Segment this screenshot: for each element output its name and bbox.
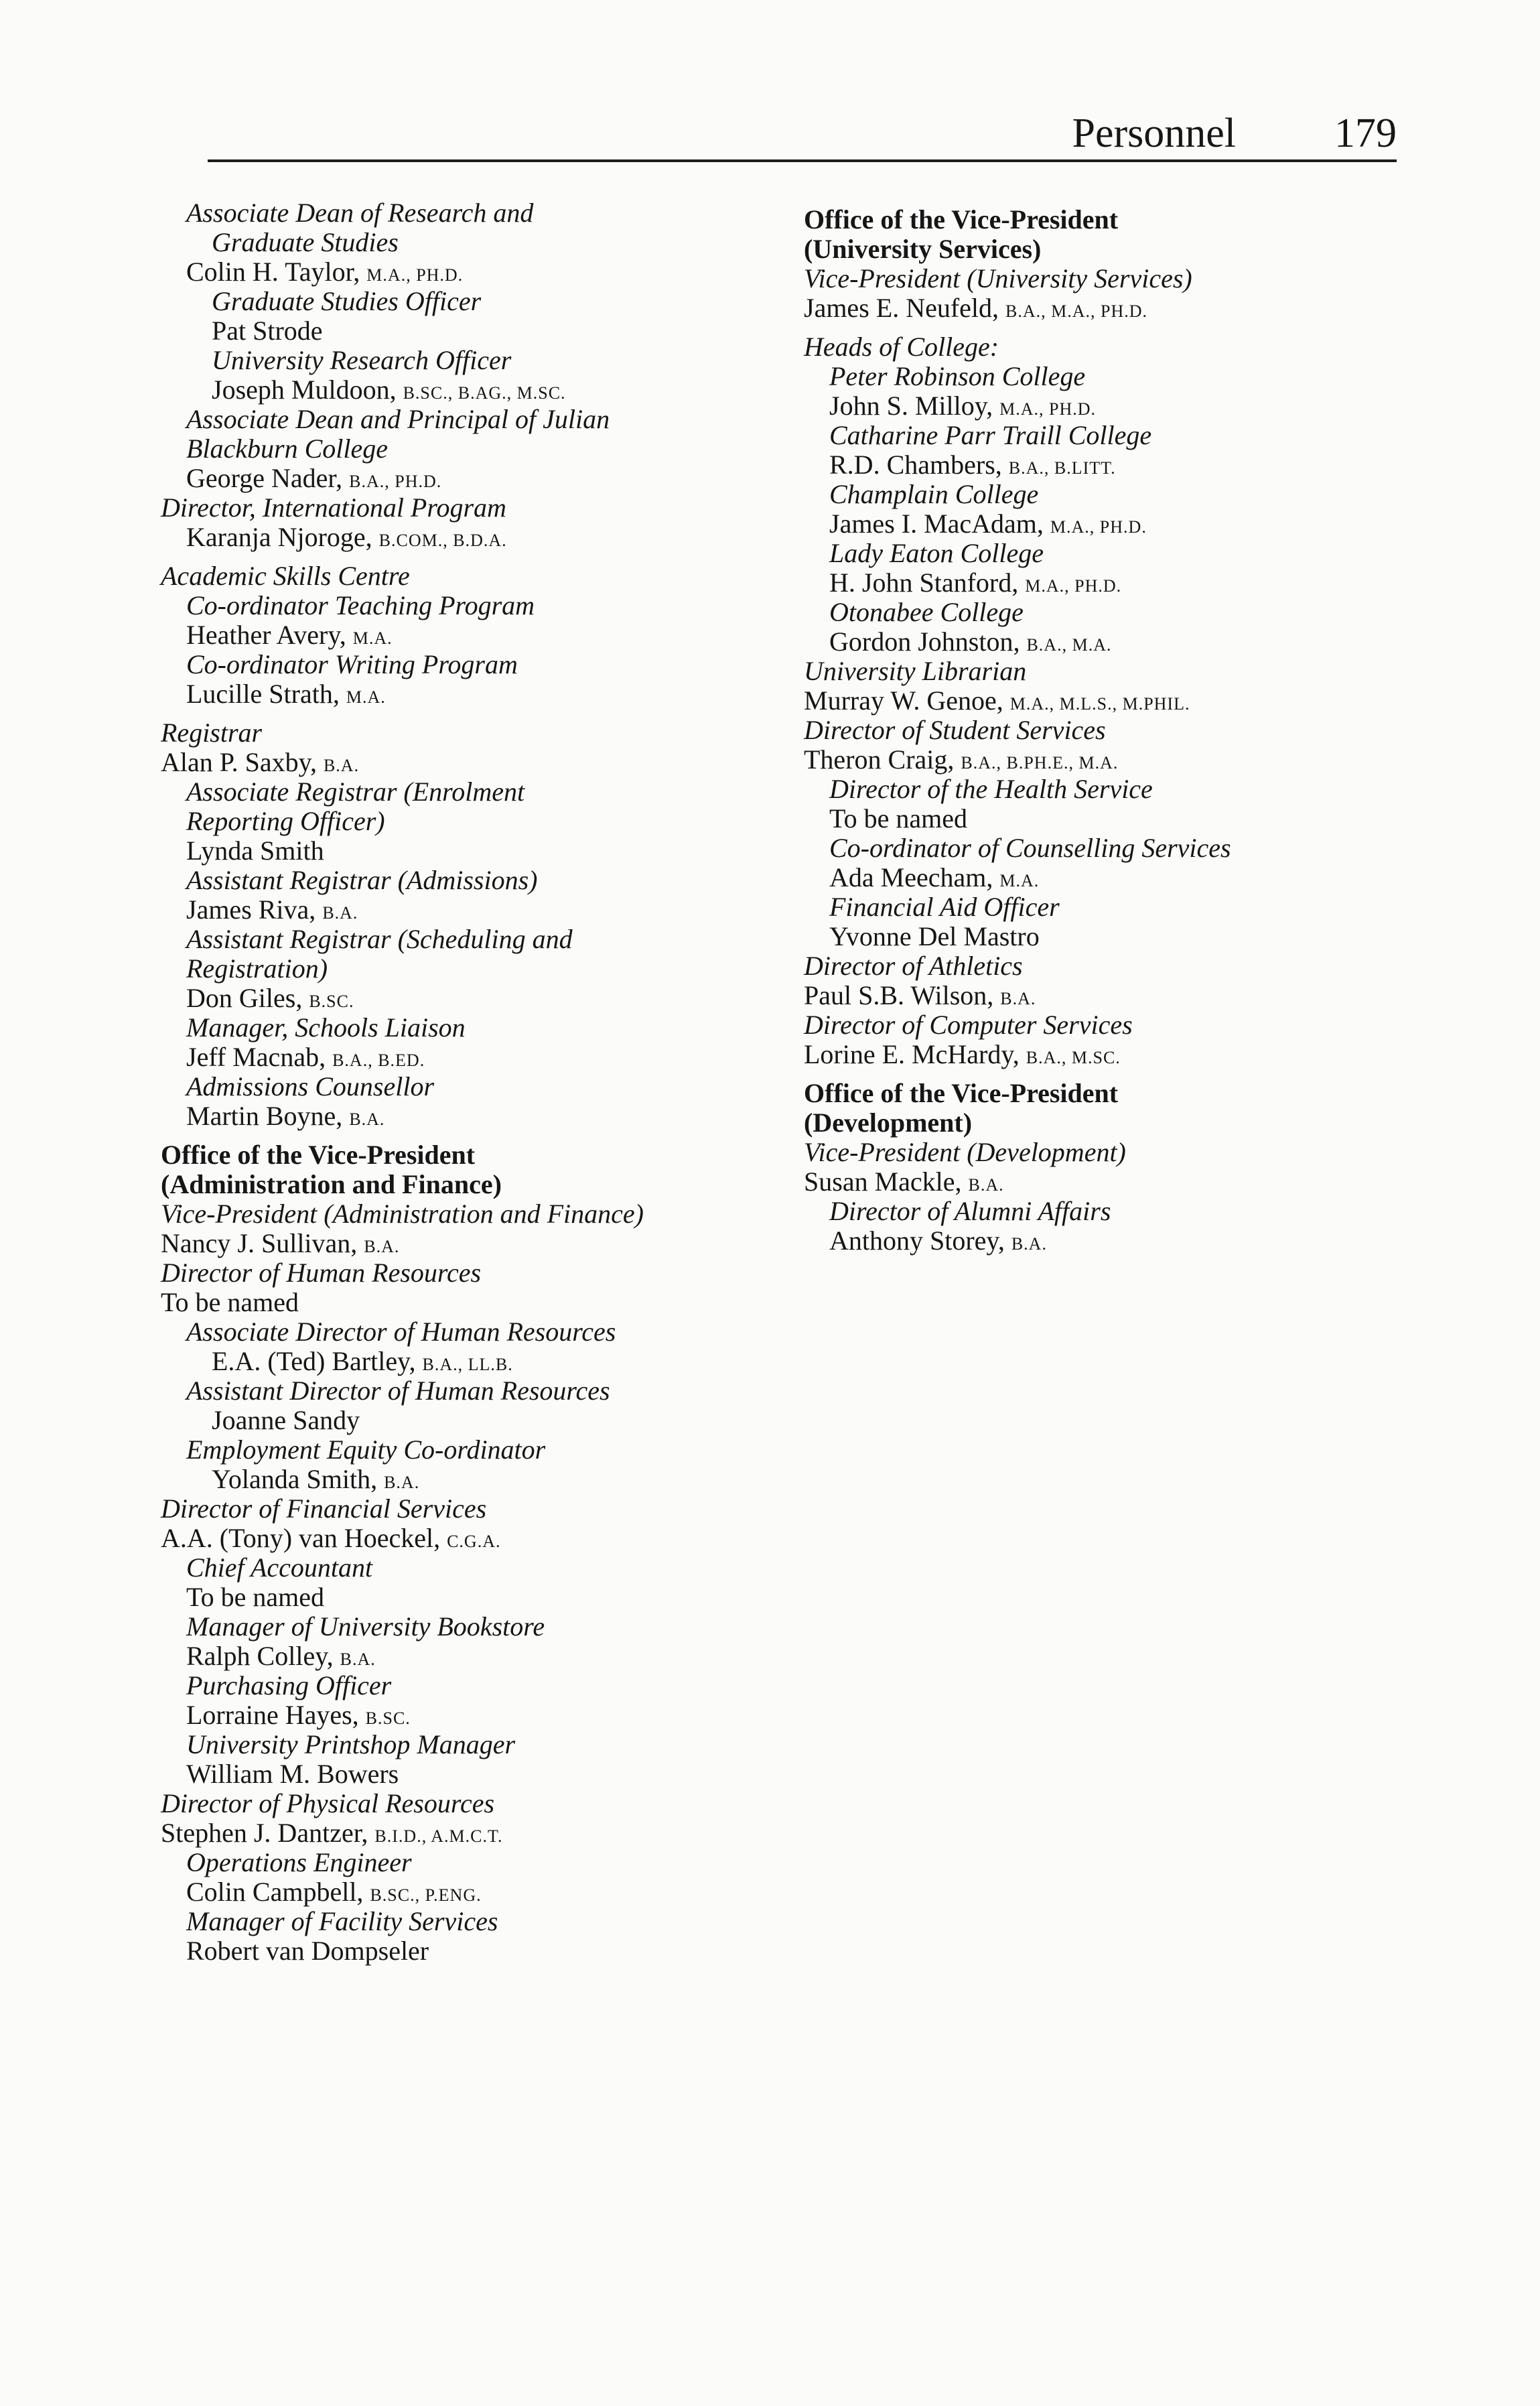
person-name: Joseph Muldoon,	[212, 375, 397, 405]
position-title: Registration)	[186, 953, 328, 984]
position-title: Vice-President (University Services)	[804, 263, 1192, 293]
directory-line	[186, 1554, 372, 1581]
office-heading: (Administration and Finance)	[161, 1169, 502, 1199]
degrees: M.A., PH.D.	[1025, 576, 1122, 596]
degrees: B.A., B.ED.	[332, 1051, 425, 1070]
directory-line	[829, 422, 1151, 449]
directory-line	[186, 1938, 429, 1964]
position-title: Manager, Schools Liaison	[186, 1012, 466, 1043]
directory-line	[186, 1879, 482, 1906]
person-name: Gordon Johnston,	[829, 626, 1020, 657]
position-title: Catharine Parr Traill College	[829, 420, 1152, 450]
directory-line	[804, 1168, 1004, 1195]
position-title: Manager of Facility Services	[186, 1906, 498, 1936]
person-name: Yvonne Del Mastro	[829, 921, 1040, 951]
degrees: B.SC., P.ENG.	[370, 1885, 482, 1905]
degrees: B.A., M.A.	[1026, 635, 1112, 655]
directory-line	[161, 720, 262, 746]
degrees: B.A., M.SC.	[1026, 1048, 1121, 1067]
directory-line	[186, 1613, 545, 1640]
position-title: Assistant Registrar (Scheduling and	[186, 924, 573, 954]
person-name: A.A. (Tony) van Hoeckel,	[161, 1523, 441, 1553]
degrees: B.A., B.LITT.	[1008, 458, 1116, 478]
directory-line	[161, 1289, 299, 1316]
office-heading: Office of the Vice-President	[804, 204, 1119, 235]
position-title: University Librarian	[804, 656, 1027, 686]
directory-line	[161, 1201, 644, 1227]
directory-line	[212, 1466, 419, 1493]
directory-line	[161, 1260, 481, 1286]
position-title: Associate Director of Human Resources	[186, 1317, 616, 1347]
position-title: Graduate Studies	[212, 227, 399, 257]
directory-line	[186, 779, 524, 805]
degrees: B.A., M.A., PH.D.	[1005, 302, 1148, 321]
person-name: Martin Boyne,	[186, 1101, 343, 1131]
person-name: Heather Avery,	[186, 620, 346, 650]
position-title: Assistant Registrar (Admissions)	[186, 865, 538, 895]
directory-line	[186, 1584, 324, 1611]
directory-line	[186, 1378, 610, 1404]
position-title: Employment Equity Co-ordinator	[186, 1434, 546, 1465]
directory-line	[212, 229, 399, 256]
directory-line	[186, 1849, 412, 1876]
directory-line	[186, 592, 535, 619]
person-name: Susan Mackle,	[804, 1166, 962, 1197]
directory-line	[186, 200, 533, 226]
degrees: B.A.	[384, 1473, 420, 1492]
position-title: Operations Engineer	[186, 1847, 412, 1877]
directory-line	[186, 867, 537, 894]
directory-line	[186, 1044, 425, 1071]
degrees: M.A., PH.D.	[366, 265, 464, 285]
directory-line	[186, 622, 393, 649]
directory-line	[186, 406, 610, 433]
position-title: Director of Human Resources	[161, 1258, 482, 1288]
directory-line	[161, 563, 410, 590]
directory-line	[186, 1643, 376, 1670]
directory-line	[186, 1702, 411, 1729]
person-name: Murray W. Genoe,	[804, 685, 1003, 716]
person-name: R.D. Chambers,	[829, 450, 1002, 480]
person-name: To be named	[161, 1287, 299, 1317]
directory-line	[804, 236, 1041, 263]
degrees: B.A., LL.B.	[422, 1355, 513, 1374]
directory-line	[829, 894, 1060, 921]
position-title: Associate Dean and Principal of Julian	[186, 404, 610, 434]
directory-line	[829, 567, 1122, 598]
degrees: B.A.	[1011, 1234, 1047, 1254]
directory-line	[804, 982, 1036, 1009]
degrees: B.COM., B.D.A.	[378, 531, 507, 550]
person-name: H. John Stanford,	[829, 567, 1019, 598]
directory-line	[161, 1230, 399, 1257]
position-title: Lady Eaton College	[829, 538, 1044, 568]
position-title: Director of Physical Resources	[161, 1788, 495, 1818]
running-header	[208, 101, 1397, 168]
directory-line	[186, 896, 358, 923]
office-heading: Office of the Vice-President	[804, 1078, 1119, 1108]
person-name: Pat Strode	[212, 316, 323, 346]
directory-line	[186, 1319, 616, 1345]
directory-line	[829, 599, 1024, 626]
degrees: B.A.	[322, 903, 358, 923]
degrees: M.A.	[999, 871, 1040, 890]
person-name: James Riva,	[186, 894, 316, 925]
directory-line	[186, 259, 463, 285]
person-name: Theron Craig,	[804, 744, 955, 775]
directory-line	[804, 334, 999, 360]
position-title: Co-ordinator Teaching Program	[186, 590, 535, 620]
directory-line	[186, 465, 441, 492]
directory-line	[212, 377, 566, 403]
directory-line	[161, 1495, 486, 1522]
person-name: Nancy J. Sullivan,	[161, 1228, 358, 1258]
degrees: M.A., PH.D.	[999, 399, 1097, 419]
directory-line	[186, 433, 389, 464]
degrees: B.SC.	[365, 1709, 411, 1728]
position-title: Director, International Program	[161, 492, 506, 523]
directory-line	[212, 318, 323, 344]
directory-line	[829, 1227, 1047, 1254]
position-title: Reporting Officer)	[186, 806, 385, 836]
degrees: B.A.	[323, 756, 360, 775]
degrees: B.A.	[340, 1650, 376, 1669]
person-name: Yolanda Smith,	[212, 1464, 378, 1494]
position-title: Admissions Counsellor	[186, 1071, 435, 1101]
person-name: Lorine E. McHardy,	[804, 1039, 1020, 1069]
directory-line	[804, 687, 1190, 714]
position-title: Heads of College:	[804, 332, 999, 362]
position-title: Director of Athletics	[804, 951, 1023, 981]
directory-line	[186, 1103, 384, 1130]
position-title: Co-ordinator Writing Program	[186, 649, 518, 679]
directory-line	[161, 1820, 502, 1847]
position-title: Manager of University Bookstore	[186, 1611, 545, 1642]
person-name: John S. Milloy,	[829, 391, 993, 421]
person-name: Ada Meecham,	[829, 862, 993, 892]
person-name: Lorraine Hayes,	[186, 1700, 359, 1730]
position-title: Champlain College	[829, 479, 1039, 509]
degrees: B.SC.	[309, 992, 354, 1011]
directory-line	[829, 452, 1116, 478]
position-title: Vice-President (Development)	[804, 1137, 1126, 1167]
directory-line	[186, 1761, 399, 1788]
person-name: Karanja Njoroge,	[186, 522, 372, 552]
degrees: M.A.	[346, 687, 386, 707]
person-name: Colin H. Taylor,	[186, 257, 360, 287]
directory-line	[161, 494, 506, 521]
position-title: Associate Registrar (Enrolment	[186, 777, 525, 807]
position-title: Otonabee College	[829, 597, 1024, 627]
directory-line	[212, 1348, 513, 1375]
directory-line	[186, 1672, 391, 1699]
position-title: Assistant Director of Human Resources	[186, 1376, 610, 1406]
directory-line	[804, 953, 1023, 980]
directory-line	[186, 1731, 515, 1758]
person-name: George Nader,	[186, 463, 343, 493]
person-name: Joanne Sandy	[212, 1405, 360, 1435]
directory-line	[212, 1407, 360, 1434]
degrees: B.A.	[364, 1237, 400, 1256]
person-name: Lucille Strath,	[186, 679, 340, 709]
position-title: Director of Financial Services	[161, 1493, 487, 1524]
position-title: Blackburn College	[186, 433, 389, 464]
degrees: M.A.	[352, 628, 393, 648]
person-name: Ralph Colley,	[186, 1641, 334, 1671]
office-heading: (Development)	[804, 1108, 973, 1138]
person-name: Alan P. Saxby,	[161, 747, 317, 777]
directory-line	[829, 776, 1153, 803]
position-title: Peter Robinson College	[829, 361, 1086, 391]
directory-line	[804, 717, 1106, 744]
person-name: Stephen J. Dantzer,	[161, 1818, 368, 1848]
position-title: Director of the Health Service	[829, 774, 1153, 804]
person-name: James I. MacAdam,	[829, 509, 1044, 539]
directory-line	[829, 923, 1040, 950]
directory-line	[161, 1525, 500, 1552]
directory-line	[186, 1073, 434, 1100]
position-title: Vice-President (Administration and Finance)	[161, 1199, 644, 1229]
person-name: To be named	[186, 1582, 325, 1612]
directory-line	[829, 511, 1147, 537]
office-heading: (University Services)	[804, 234, 1042, 264]
directory-line	[804, 1012, 1133, 1039]
person-name: James E. Neufeld,	[804, 293, 999, 323]
directory-line	[804, 1139, 1126, 1166]
section-title: Personnel	[1072, 111, 1236, 156]
directory-line	[161, 1142, 475, 1168]
directory-line	[804, 658, 1026, 685]
position-title: University Research Officer	[212, 345, 512, 375]
position-title: Graduate Studies Officer	[212, 286, 482, 316]
directory-line	[212, 347, 511, 374]
person-name: Don Giles,	[186, 983, 303, 1013]
person-name: Lynda Smith	[186, 836, 324, 866]
directory-line	[161, 1171, 502, 1198]
directory-line	[804, 265, 1192, 292]
position-title: Co-ordinator of Counselling Services	[829, 833, 1231, 863]
directory-line	[186, 1436, 545, 1463]
directory-line	[829, 864, 1039, 891]
person-name: William M. Bowers	[186, 1759, 399, 1789]
degrees: B.A.	[1000, 989, 1036, 1008]
person-name: E.A. (Ted) Bartley,	[212, 1346, 416, 1376]
directory-line	[186, 1908, 498, 1935]
directory-line	[804, 295, 1147, 322]
directory-line	[186, 838, 324, 864]
position-title: Director of Computer Services	[804, 1010, 1133, 1040]
page-number: 179	[1334, 111, 1397, 156]
position-title: Chief Accountant	[186, 1552, 373, 1583]
person-name: To be named	[829, 803, 968, 833]
degrees: B.A.	[968, 1175, 1004, 1195]
directory-line	[829, 540, 1044, 567]
directory-line	[186, 681, 386, 708]
person-name: Paul S.B. Wilson,	[804, 980, 994, 1010]
header-rule	[208, 159, 1397, 162]
degrees: C.G.A.	[447, 1532, 501, 1551]
directory-line	[186, 985, 354, 1012]
position-title: Director of Student Services	[804, 715, 1106, 745]
directory-line	[186, 1014, 466, 1041]
position-title: Associate Dean of Research and	[186, 198, 534, 228]
directory-line	[186, 926, 573, 953]
degrees: B.A., B.PH.E., M.A.	[961, 753, 1119, 773]
person-name: Anthony Storey,	[829, 1225, 1005, 1256]
directory-line	[186, 651, 518, 678]
directory-line	[829, 1198, 1111, 1225]
directory-line	[212, 288, 481, 315]
directory-line	[829, 481, 1038, 508]
position-title: Financial Aid Officer	[829, 892, 1060, 922]
position-title: Director of Alumni Affairs	[829, 1196, 1111, 1226]
directory-line	[829, 835, 1231, 862]
degrees: B.I.D., A.M.C.T.	[374, 1826, 503, 1846]
directory-line	[829, 805, 967, 832]
directory-line	[829, 628, 1111, 655]
directory-line	[804, 206, 1118, 233]
position-title: Academic Skills Centre	[161, 561, 410, 591]
directory-line	[186, 955, 328, 982]
degrees: B.SC., B.AG., M.SC.	[403, 383, 566, 403]
person-name: Colin Campbell,	[186, 1877, 364, 1907]
directory-line	[804, 1041, 1121, 1068]
degrees: M.A., M.L.S., M.PHIL.	[1009, 694, 1190, 714]
directory-line	[804, 746, 1118, 773]
person-name: Jeff Macnab,	[186, 1042, 326, 1072]
directory-line	[161, 749, 359, 776]
office-heading: Office of the Vice-President	[161, 1140, 476, 1170]
position-title: Registrar	[161, 718, 263, 748]
directory-line	[161, 1790, 494, 1817]
degrees: M.A., PH.D.	[1050, 517, 1147, 537]
person-name: Robert van Dompseler	[186, 1936, 429, 1966]
directory-line	[804, 1080, 1118, 1107]
position-title: Purchasing Officer	[186, 1670, 392, 1700]
directory-line	[186, 808, 385, 835]
degrees: B.A.	[349, 1110, 385, 1129]
position-title: University Printshop Manager	[186, 1729, 516, 1759]
directory-line	[186, 524, 507, 551]
degrees: B.A., PH.D.	[349, 472, 442, 491]
directory-line	[829, 393, 1096, 419]
directory-line	[804, 1110, 972, 1136]
directory-line	[829, 363, 1085, 390]
